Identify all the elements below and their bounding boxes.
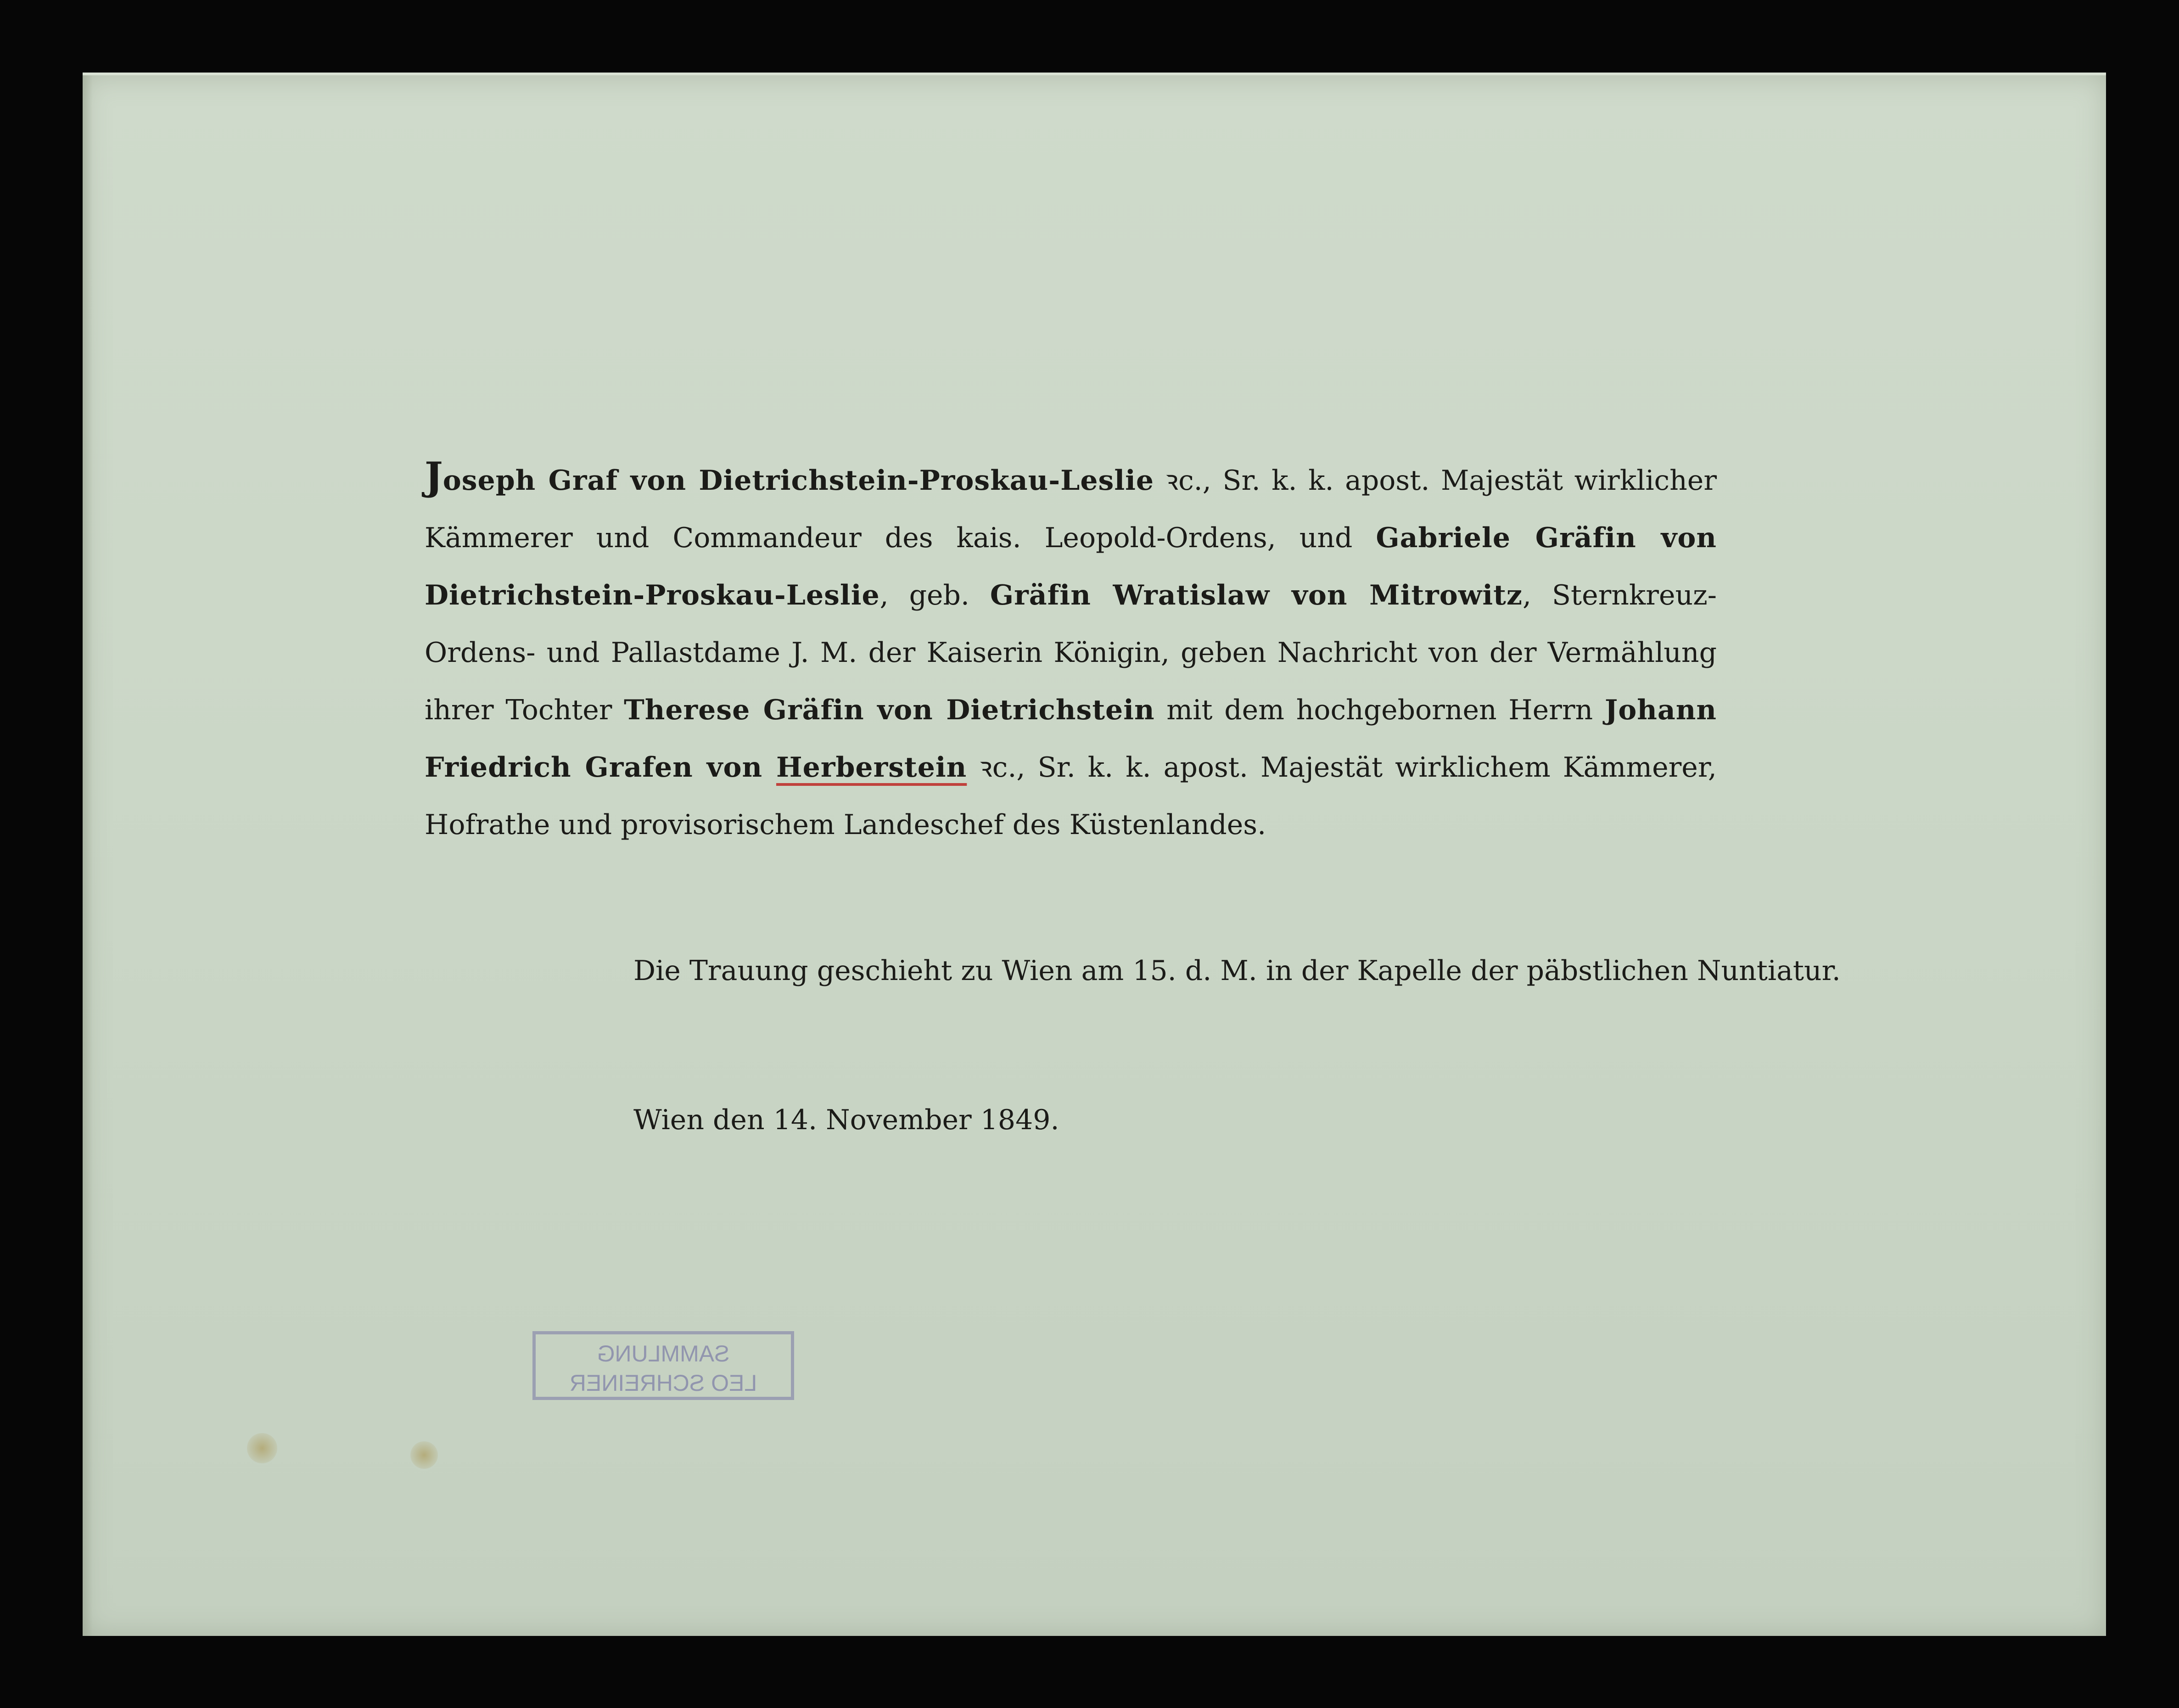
stamp-line-1: SAMMLUNG <box>597 1341 730 1366</box>
text-segment: ꝛc., Sr. k. k. apost. Majestät wirklicher Kämmerer und Commandeur des kais. Leopold-Ordens, und <box>425 465 1717 554</box>
groom-surname-underlined: Herberstein <box>776 751 967 784</box>
date-line: Wien den 14. November 1849. <box>633 1104 1059 1136</box>
text-segment: ꝛc., Sr. k. k. apost. Majestät wirklichem Kämmerer, Hofrathe und provisorischem Landeschef des Küstenlandes. <box>425 751 1717 841</box>
collection-stamp <box>532 1331 794 1400</box>
announcement-paragraph <box>425 448 1717 854</box>
text-segment: , Sternkreuz-Ordens- und Pallastdame J. M. der Kaiserin Königin, geben Nachricht von der Vermählung ihrer Tochter <box>425 579 1717 726</box>
stain-spot <box>247 1433 277 1463</box>
paper-sheet <box>83 73 2106 1636</box>
stamp-line-2: LEO SCHREINER <box>569 1370 757 1396</box>
wedding-notice: Die Trauung geschieht zu Wien am 15. d. M. in der Kapelle der päbstlichen Nuntiatur. <box>633 955 1841 987</box>
text-segment: mit dem hochgebornen Herrn <box>1154 694 1605 726</box>
groom-name: Johann Friedrich Grafen von <box>425 694 1717 784</box>
stamp-text <box>536 1339 791 1398</box>
announcement-text <box>425 448 1717 854</box>
drop-initial: J <box>425 454 443 499</box>
sender-name-joseph: oseph Graf von Dietrichstein-Proskau-Leslie <box>443 465 1154 497</box>
bride-name: Therese Gräfin von Dietrichstein <box>624 694 1155 726</box>
stain-spot <box>410 1441 438 1469</box>
maiden-name: Gräfin Wratislaw von Mitrowitz <box>990 579 1523 611</box>
text-segment: , geb. <box>879 579 990 611</box>
sender-name-gabriele: Gabriele Gräfin von Dietrichstein-Proskau-Leslie <box>425 522 1717 611</box>
